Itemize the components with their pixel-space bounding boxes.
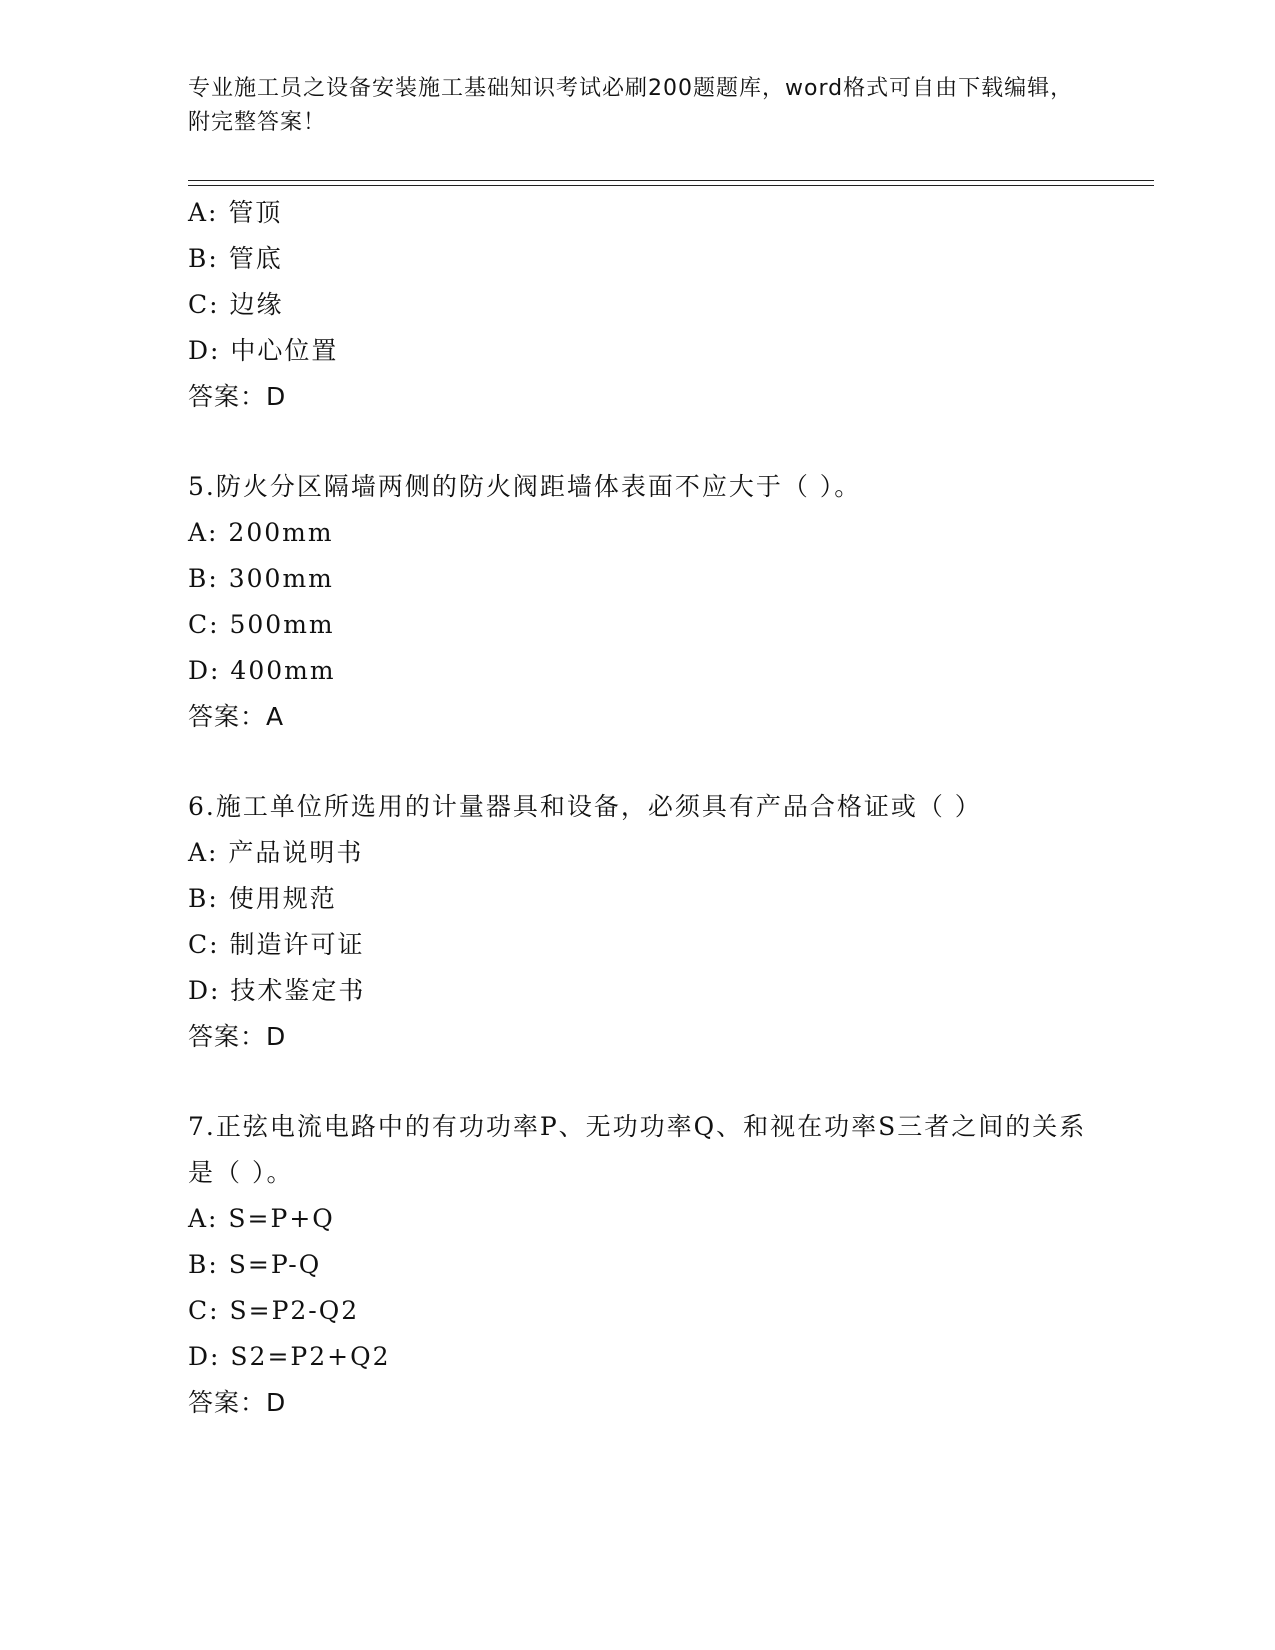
answer-line: 答案：D [188, 382, 287, 411]
option-b: B: 管底 [188, 244, 283, 273]
answer-line: 答案：A [188, 702, 285, 731]
header-divider-top [188, 180, 1154, 181]
option-c: C: 制造许可证 [188, 930, 365, 959]
question-stem: 7.正弦电流电路中的有功功率P、无功功率Q、和视在功率S三者之间的关系是（ ）。 [188, 1112, 1087, 1187]
question-stem: 5.防火分区隔墙两侧的防火阀距墙体表面不应大于（ ）。 [188, 472, 862, 501]
question-block-6 [188, 784, 1088, 1060]
question-block-4 [188, 190, 1088, 420]
document-title: 专业施工员之设备安装施工基础知识考试必刷200题题库，word格式可自由下载编辑，附完整答案！ [188, 76, 1074, 135]
answer-line: 答案：D [188, 1022, 287, 1051]
option-b: B: 使用规范 [188, 884, 337, 913]
option-d: D: 中心位置 [188, 336, 339, 365]
option-d: D: 技术鉴定书 [188, 976, 366, 1005]
question-block-7 [188, 1104, 1088, 1426]
option-a: A: 产品说明书 [188, 838, 364, 867]
answer-line: 答案：D [188, 1388, 287, 1417]
option-d: D: 400mm [188, 656, 336, 685]
question-list [188, 190, 1088, 1426]
option-a: A: 200mm [188, 518, 334, 547]
option-a: A: S=P+Q [188, 1204, 335, 1233]
question-stem: 6.施工单位所选用的计量器具和设备，必须具有产品合格证或（ ） [188, 792, 982, 821]
option-c: C: 边缘 [188, 290, 284, 319]
header-divider-bottom [188, 185, 1154, 186]
option-c: C: 500mm [188, 610, 335, 639]
option-c: C: S=P2-Q2 [188, 1296, 360, 1325]
option-b: B: S=P-Q [188, 1250, 322, 1279]
option-d: D: S2=P2+Q2 [188, 1342, 391, 1371]
document-header [188, 72, 1088, 140]
option-a: A: 管顶 [188, 198, 283, 227]
option-b: B: 300mm [188, 564, 334, 593]
question-block-5 [188, 464, 1088, 740]
